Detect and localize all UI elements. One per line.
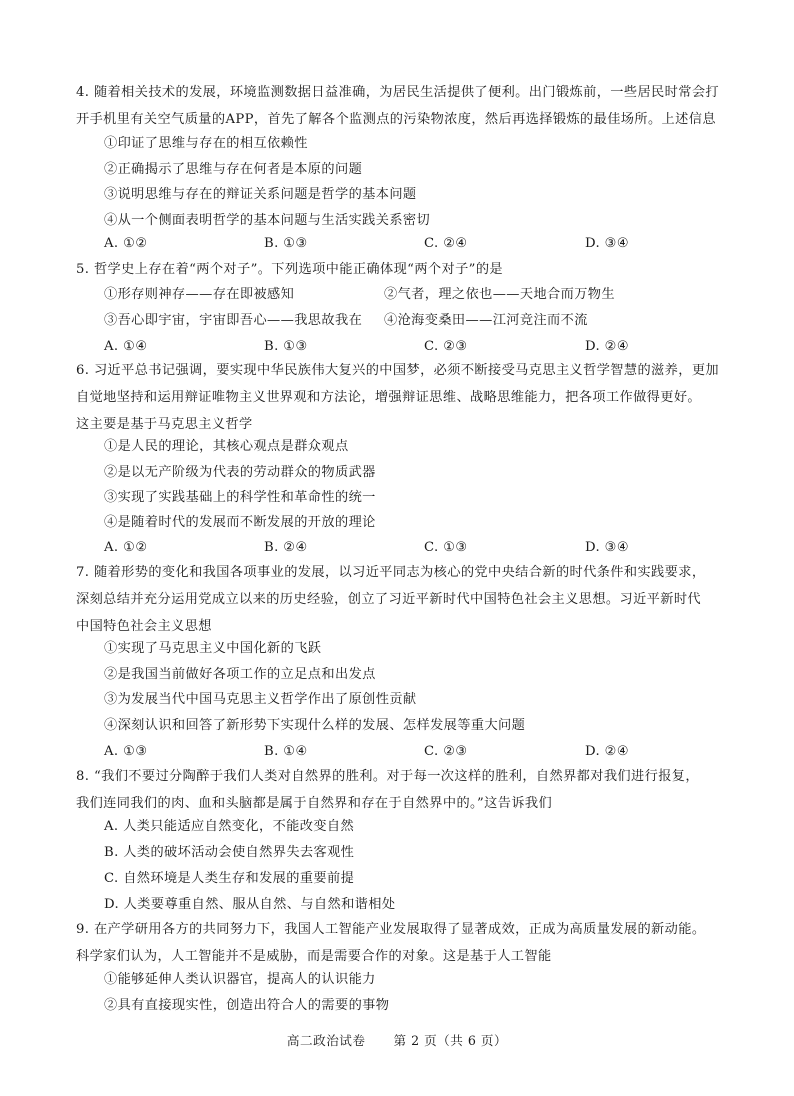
page-footer xyxy=(0,1030,794,1049)
question-4-option-3: ③说明思维与存在的辩证关系问题是哲学的基本问题 xyxy=(104,187,417,202)
question-9-option-2: ②具有直接现实性，创造出符合人的需要的事物 xyxy=(104,998,390,1013)
question-6-choice-a: A. ①② xyxy=(104,540,148,555)
question-6-stem-line-1: 6. 习近平总书记强调，要实现中华民族伟大复兴的中国梦，必须不断接受马克思主义哲学智慧的滋养，更加 xyxy=(76,363,719,378)
question-6-stem-line-3: 这主要是基于马克思主义哲学 xyxy=(76,417,253,432)
question-5-option-2: ②气者，理之依也——天地合而万物生 xyxy=(384,287,615,302)
question-6-option-4: ④是随着时代的发展而不断发展的开放的理论 xyxy=(104,515,376,530)
question-7-choice-c: C. ②③ xyxy=(424,744,468,759)
question-8-option-c: C. 自然环境是人类生存和发展的重要前提 xyxy=(104,871,355,886)
question-4-option-2: ②正确揭示了思维与存在何者是本原的问题 xyxy=(104,162,363,177)
question-4-choice-c: C. ②④ xyxy=(424,236,468,251)
question-7-option-2: ②是我国当前做好各项工作的立足点和出发点 xyxy=(104,667,376,682)
question-8-stem-line-2: 我们连同我们的肉、血和头脑都是属于自然界和存在于自然界中的。”这告诉我们 xyxy=(76,796,553,811)
question-8-option-a: A. 人类只能适应自然变化，不能改变自然 xyxy=(104,819,355,834)
question-6-stem xyxy=(76,357,726,438)
question-5-choice-b: B. ①③ xyxy=(264,339,308,354)
question-8-option-b: B. 人类的破坏活动会使自然界失去客观性 xyxy=(104,845,355,860)
question-4-option-1: ①印证了思维与存在的相互依赖性 xyxy=(104,136,308,151)
question-7-option-1: ①实现了马克思主义中国化新的飞跃 xyxy=(104,641,322,656)
question-6-option-2: ②是以无产阶级为代表的劳动群众的物质武器 xyxy=(104,465,376,480)
question-6-option-1: ①是人民的理论，其核心观点是群众观点 xyxy=(104,439,349,454)
question-9-option-1: ①能够延伸人类认识器官，提高人的认识能力 xyxy=(104,972,376,987)
question-4-option-4: ④从一个侧面表明哲学的基本问题与生活实践关系密切 xyxy=(104,213,431,228)
question-5-choice-d: D. ②④ xyxy=(585,339,630,354)
question-7-choice-d: D. ②④ xyxy=(585,744,630,759)
question-5-option-1: ①形存则神存——存在即被感知 xyxy=(104,287,295,302)
question-4-stem xyxy=(76,79,726,133)
question-7-stem xyxy=(76,559,726,640)
exam-name: 高二政治试卷 xyxy=(286,1033,366,1048)
question-7-choice-a: A. ①③ xyxy=(104,744,148,759)
question-7-stem-line-1: 7. 随着形势的变化和我国各项事业的发展，以习近平同志为核心的党中央结合新的时代条件和实践要求， xyxy=(76,565,706,580)
question-4-stem-line-1: 4. 随着相关技术的发展，环境监测数据日益准确，为居民生活提供了便利。出门锻炼前，一些居民时常会打 xyxy=(76,85,719,100)
question-5-option-3: ③吾心即宇宙，宇宙即吾心——我思故我在 xyxy=(104,313,363,328)
question-6-choice-c: C. ①③ xyxy=(424,540,468,555)
question-6-option-3: ③实现了实践基础上的科学性和革命性的统一 xyxy=(104,490,376,505)
question-4-choice-d: D. ③④ xyxy=(585,236,630,251)
question-4-choice-b: B. ①③ xyxy=(264,236,308,251)
question-8-stem-line-1: 8. “我们不要过分陶醉于我们人类对自然界的胜利。对于每一次这样的胜利，自然界都对我们进行报复， xyxy=(76,769,699,784)
question-7-option-4: ④深刻认识和回答了新形势下实现什么样的发展、怎样发展等重大问题 xyxy=(104,718,526,733)
question-5-stem xyxy=(76,256,726,283)
question-5-stem-line-1: 5. 哲学史上存在着“两个对子”。下列选项中能正确体现“两个对子”的是 xyxy=(76,262,503,277)
question-8-stem xyxy=(76,763,726,817)
question-8-option-d: D. 人类要尊重自然、服从自然、与自然和谐相处 xyxy=(104,897,396,912)
question-5-choice-a: A. ①④ xyxy=(104,339,148,354)
question-7-stem-line-2: 深刻总结并充分运用党成立以来的历史经验，创立了习近平新时代中国特色社会主义思想。习近平新时代 xyxy=(76,592,702,607)
question-9-stem-line-1: 9. 在产学研用各方的共同努力下，我国人工智能产业发展取得了显著成效，正成为高质量发展的新动能。 xyxy=(76,922,706,937)
question-6-choice-d: D. ③④ xyxy=(585,540,630,555)
question-7-option-3: ③为发展当代中国马克思主义哲学作出了原创性贡献 xyxy=(104,692,417,707)
question-5-option-4: ④沧海变桑田——江河竞注而不流 xyxy=(384,313,588,328)
question-6-stem-line-2: 自觉地坚持和运用辩证唯物主义世界观和方法论，增强辩证思维、战略思维能力，把各项工作做得更好。 xyxy=(76,390,702,405)
question-6-choice-b: B. ②④ xyxy=(264,540,308,555)
question-9-stem-line-2: 科学家们认为，人工智能并不是威胁，而是需要合作的对象。这是基于人工智能 xyxy=(76,949,552,964)
question-7-choice-b: B. ①④ xyxy=(264,744,308,759)
page-number: 第 2 页（共 6 页） xyxy=(393,1033,508,1048)
question-4-choice-a: A. ①② xyxy=(104,236,148,251)
question-7-stem-line-3: 中国特色社会主义思想 xyxy=(76,619,212,634)
question-4-stem-line-2: 开手机里有关空气质量的APP，首先了解各个监测点的污染物浓度，然后再选择锻炼的最佳场所。上述信息 xyxy=(76,112,716,127)
question-5-choice-c: C. ②③ xyxy=(424,339,468,354)
question-9-stem xyxy=(76,916,726,970)
